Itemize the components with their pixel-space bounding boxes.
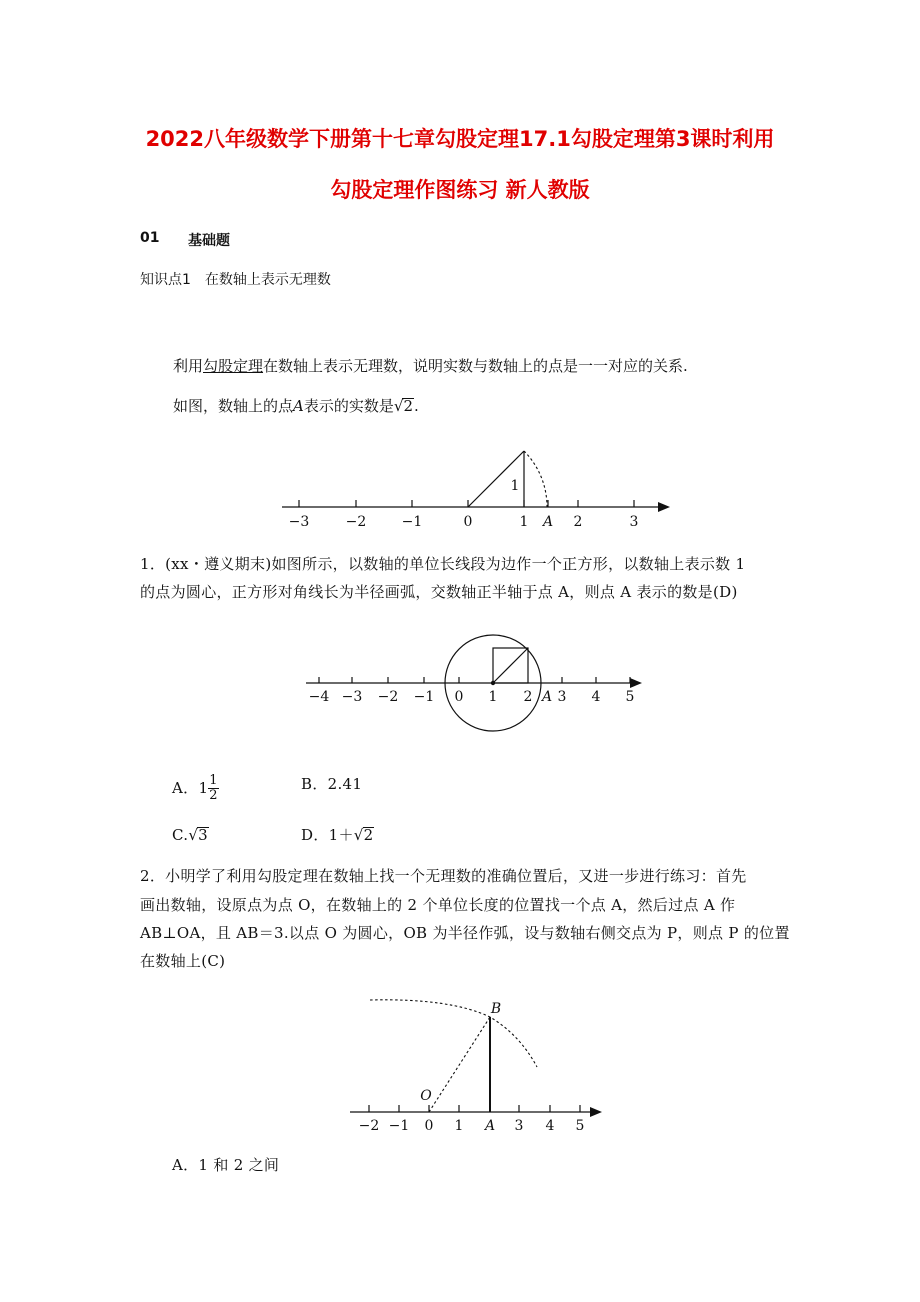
tick-label: 1 bbox=[519, 514, 529, 530]
point-a-label: A bbox=[484, 1118, 496, 1134]
dashed-arc bbox=[370, 1000, 537, 1067]
point-o-label: O bbox=[420, 1088, 432, 1104]
question-2-line-2: 画出数轴，设原点为点 O，在数轴上的 2 个单位长度的位置找一个点 A，然后过点 A 作 bbox=[140, 896, 736, 914]
intro-paragraph-2: 如图，数轴上的点A表示的实数是√2. bbox=[173, 397, 419, 415]
tick-label: 2 bbox=[523, 689, 533, 705]
tick-label: −3 bbox=[341, 689, 363, 705]
question-2-line-1: 2．小明学了利用勾股定理在数轴上找一个无理数的准确位置后，又进一步进行练习：首先 bbox=[140, 867, 747, 885]
option-c[interactable]: C.√3 bbox=[172, 826, 209, 844]
option-a-label: A． bbox=[172, 778, 199, 797]
square-diagonal bbox=[493, 648, 528, 683]
intro-p2-before: 如图，数轴上的点 bbox=[173, 397, 294, 415]
option-d-radicand: 2 bbox=[363, 826, 374, 844]
tick-label: −3 bbox=[288, 514, 310, 530]
intro-paragraph-1 bbox=[173, 359, 688, 374]
option-c-radicand: 3 bbox=[198, 826, 209, 844]
option-c-label: C. bbox=[172, 826, 189, 844]
tick-label: 5 bbox=[575, 1118, 585, 1134]
tick-label: 4 bbox=[591, 689, 601, 705]
height-label: 1 bbox=[510, 478, 520, 494]
question-1-line-2: 的点为圆心，正方形对角线长为半径画弧，交数轴正半轴于点 A，则点 A 表示的数是(D) bbox=[140, 583, 738, 601]
question-1-line-1: 1．(xx・遵义期末)如图所示，以数轴的单位长线段为边作一个正方形，以数轴上表示数 1 bbox=[140, 555, 746, 573]
dashed-arc bbox=[524, 451, 547, 507]
number-line-figure-3 bbox=[340, 990, 620, 1135]
tick-label: 0 bbox=[454, 689, 464, 705]
option-a-numerator: 1 bbox=[209, 772, 218, 788]
tick-label: 1 bbox=[454, 1118, 464, 1134]
axis-arrow bbox=[590, 1107, 602, 1117]
tick-label: −2 bbox=[358, 1118, 380, 1134]
center-dot bbox=[491, 681, 495, 685]
intro-p1-before: 利用 bbox=[173, 357, 204, 375]
tick-label: 3 bbox=[629, 514, 639, 530]
pythagorean-theorem-link[interactable]: 勾股定理 bbox=[203, 357, 264, 375]
tick-label: 4 bbox=[545, 1118, 555, 1134]
intro-p1-after: 在数轴上表示无理数，说明实数与数轴上的点是一一对应的关系. bbox=[263, 357, 688, 375]
tick-label: −4 bbox=[308, 689, 330, 705]
tick-label: −1 bbox=[413, 689, 435, 705]
option-d[interactable]: D．1＋√2 bbox=[301, 826, 374, 844]
intro-radicand: 2 bbox=[403, 397, 413, 415]
point-a-label: A bbox=[542, 514, 554, 530]
option-a-whole: 1 bbox=[198, 778, 209, 797]
section-name: 基础题 bbox=[188, 233, 230, 249]
tick-label: 3 bbox=[557, 689, 567, 705]
intro-p2-end: . bbox=[413, 397, 419, 415]
knowledge-point: 知识点1 在数轴上表示无理数 bbox=[140, 272, 331, 288]
question-2-line-4: 在数轴上(C) bbox=[140, 952, 226, 970]
number-line-figure-1 bbox=[270, 440, 690, 540]
tick-label: 3 bbox=[514, 1118, 524, 1134]
section-number: 01 bbox=[140, 230, 160, 246]
number-line-figure-2 bbox=[300, 620, 660, 740]
tick-label: −1 bbox=[401, 514, 423, 530]
q2-option-a[interactable]: A．1 和 2 之间 bbox=[172, 1156, 280, 1174]
point-a-label: A bbox=[541, 689, 553, 705]
option-a-denominator: 2 bbox=[209, 787, 218, 803]
tick-label: 1 bbox=[488, 689, 498, 705]
tick-label: −2 bbox=[345, 514, 367, 530]
page-title-line-1: 2022八年级数学下册第十七章勾股定理17.1勾股定理第3课时利用 bbox=[145, 127, 775, 151]
page-title-line-2: 勾股定理作图练习 新人教版 bbox=[330, 178, 590, 202]
point-b-label: B bbox=[490, 1001, 502, 1017]
intro-point-a: A bbox=[293, 397, 304, 415]
tick-label: −2 bbox=[377, 689, 399, 705]
tick-label: 2 bbox=[573, 514, 583, 530]
tick-label: 0 bbox=[424, 1118, 434, 1134]
question-2-line-3: AB⊥OA，且 AB＝3.以点 O 为圆心，OB 为半径作弧，设与数轴右侧交点为 P，则点 P 的位置 bbox=[140, 924, 790, 942]
tick-label: −1 bbox=[388, 1118, 410, 1134]
intro-p2-middle: 表示的实数是 bbox=[303, 397, 394, 415]
axis-arrow bbox=[630, 678, 642, 688]
tick-label: 0 bbox=[463, 514, 473, 530]
dashed-ob bbox=[429, 1017, 490, 1112]
option-b[interactable]: B．2.41 bbox=[301, 775, 363, 793]
option-d-label: D．1＋ bbox=[301, 826, 354, 844]
axis-arrow bbox=[658, 502, 670, 512]
tick-label: 5 bbox=[625, 689, 635, 705]
option-a-fraction bbox=[208, 774, 219, 802]
option-a[interactable] bbox=[172, 770, 219, 806]
